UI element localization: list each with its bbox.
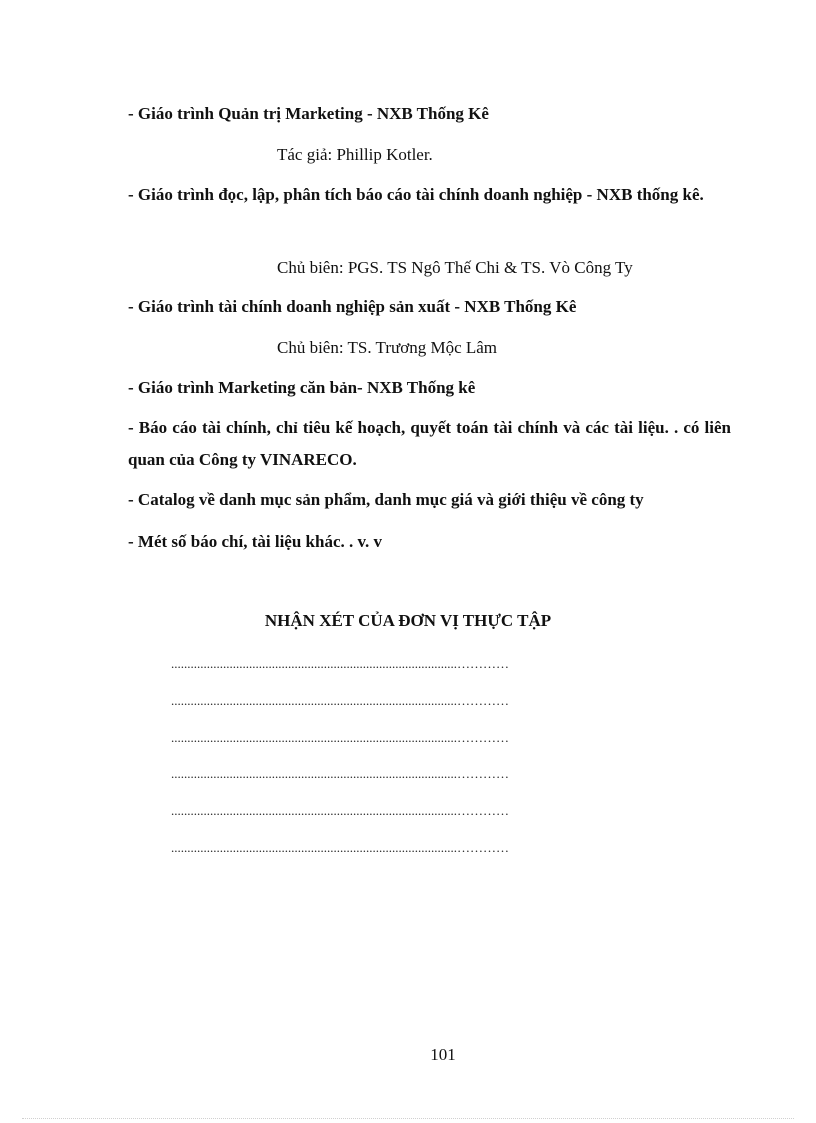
- reference-item-1: - Giáo trình Quản trị Marketing - NXB Thống Kê: [128, 104, 489, 123]
- page-number: 101: [430, 1045, 456, 1064]
- reference-item-5: - Báo cáo tài chính, chỉ tiêu kế hoạch, quyết toán tài chính và các tài liệu. . có liên quan của Công ty VINARECO.: [128, 418, 731, 469]
- reference-item-4: - Giáo trình Marketing căn bản- NXB Thống kê: [128, 378, 476, 397]
- evaluation-line-3: ........................................................................................…………: [171, 730, 509, 745]
- reference-item-6: - Catalog về danh mục sản phẩm, danh mục giá và giới thiệu về công ty: [128, 490, 644, 509]
- reference-item-7: - Mét số báo chí, tài liệu khác. . v. v: [128, 532, 383, 551]
- evaluation-line-6: ........................................................................................…………: [171, 840, 509, 855]
- reference-item-2-editor: Chủ biên: PGS. TS Ngô Thế Chi & TS. Vò Công Ty: [277, 258, 633, 277]
- evaluation-heading: NHẬN XÉT CỦA ĐƠN VỊ THỰC TẬP: [264, 611, 552, 630]
- evaluation-line-1: ........................................................................................…………: [171, 656, 509, 671]
- evaluation-line-2: ........................................................................................…………: [171, 693, 509, 708]
- reference-item-2: - Giáo trình đọc, lập, phân tích báo cáo tài chính doanh nghiệp - NXB thống kê.: [128, 185, 704, 204]
- evaluation-line-5: ........................................................................................…………: [171, 803, 509, 818]
- reference-item-3-editor: Chủ biên: TS. Trương Mộc Lâm: [277, 338, 498, 357]
- reference-item-1-author: Tác giả: Phillip Kotler.: [277, 145, 433, 164]
- evaluation-line-4: ........................................................................................…………: [171, 766, 509, 781]
- reference-item-3: - Giáo trình tài chính doanh nghiệp sản xuất - NXB Thống Kê: [128, 297, 577, 316]
- footer-dotted-rule: [22, 1118, 794, 1119]
